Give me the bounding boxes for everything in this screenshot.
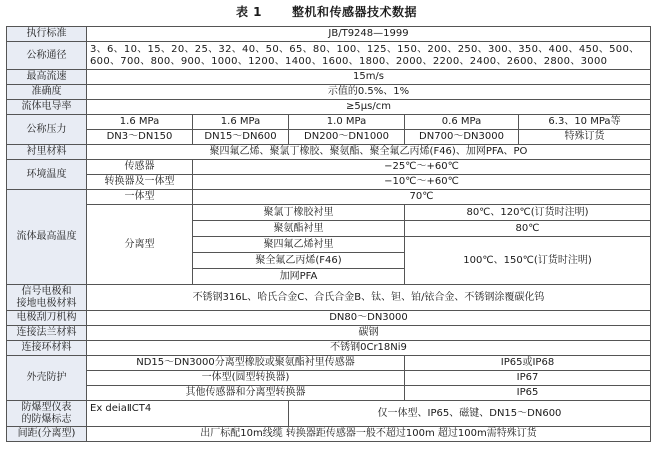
fluid-lining-1: 聚氯丁橡胶衬里 xyxy=(193,205,405,221)
label-max-velocity: 最高流速 xyxy=(7,70,87,85)
value-ambient-converter: −10℃～+60℃ xyxy=(193,175,651,190)
pressure-range-1: DN3～DN150 xyxy=(87,130,193,145)
row-max-velocity xyxy=(7,70,651,85)
label-explosion-line-1: 防爆型仪表 xyxy=(21,402,72,414)
value-conductivity: ≥5μs/cm xyxy=(87,100,651,115)
value-max-velocity: 15m/s xyxy=(87,70,651,85)
explosion-mark: Ex deiaⅡCT4 xyxy=(87,401,289,427)
row-ground-ring xyxy=(7,341,651,356)
row-pressure-ranges xyxy=(7,130,651,145)
enclosure-value-2: IP67 xyxy=(405,371,651,386)
label-ambient-temp: 环境温度 xyxy=(7,160,87,190)
label-explosion xyxy=(7,401,87,427)
enclosure-desc-2: 一体型(圆型转换器) xyxy=(87,371,405,386)
enclosure-desc-3: 其他传感器和分离型转换器 xyxy=(87,386,405,401)
pressure-range-4: DN700～DN3000 xyxy=(405,130,519,145)
label-enclosure: 外壳防护 xyxy=(7,356,87,401)
fluid-temp-a: 80℃、120℃(订货时注明) xyxy=(405,205,651,221)
pressure-2: 1.6 MPa xyxy=(193,115,289,130)
value-accuracy: 示值的0.5%、1% xyxy=(87,85,651,100)
label-lining: 衬里材料 xyxy=(7,145,87,160)
label-fluid-temp: 流体最高温度 xyxy=(7,190,87,285)
fluid-lining-5: 加网PFA xyxy=(193,269,405,285)
label-nominal-diameter: 公称通径 xyxy=(7,42,87,70)
pressure-range-5: 特殊订货 xyxy=(519,130,651,145)
explosion-value: 仅一体型、IP65、磁键、DN15～DN600 xyxy=(289,401,651,427)
value-lining: 聚四氟乙烯、聚氯丁橡胶、聚氨酯、聚全氟乙丙烯(F46)、加网PFA、PO xyxy=(87,145,651,160)
pressure-1: 1.6 MPa xyxy=(87,115,193,130)
value-nominal-diameter xyxy=(87,42,651,70)
enclosure-desc-1: ND15～DN3000分离型橡胶或聚氨酯衬里传感器 xyxy=(87,356,405,371)
row-explosion xyxy=(7,401,651,427)
table-number: 表 1 xyxy=(235,5,262,19)
row-lining xyxy=(7,145,651,160)
label-nominal-pressure: 公称压力 xyxy=(7,115,87,145)
row-conductivity xyxy=(7,100,651,115)
pressure-3: 1.0 MPa xyxy=(289,115,405,130)
pressure-range-2: DN15～DN600 xyxy=(193,130,289,145)
fluid-lining-2: 聚氨酯衬里 xyxy=(193,221,405,237)
technical-data-table xyxy=(6,26,651,442)
pressure-5: 6.3、10 MPa等 xyxy=(519,115,651,130)
row-accuracy xyxy=(7,85,651,100)
value-flange: 碳钢 xyxy=(87,326,651,341)
enclosure-value-1: IP65或IP68 xyxy=(405,356,651,371)
label-ambient-sensor: 传感器 xyxy=(87,160,193,175)
row-enclosure-3 xyxy=(7,386,651,401)
value-scraper: DN80～DN3000 xyxy=(87,311,651,326)
label-fluid-integrated: 一体型 xyxy=(87,190,193,205)
pressure-4: 0.6 MPa xyxy=(405,115,519,130)
diameter-line-2: 600、700、800、900、1000、1200、1400、1600、1800、2000、2200、2400、2600、2800、3000 xyxy=(90,55,608,67)
row-electrode xyxy=(7,285,651,311)
table-caption: 整机和传感器技术数据 xyxy=(292,5,418,19)
fluid-lining-3: 聚四氟乙烯衬里 xyxy=(193,237,405,253)
row-flange xyxy=(7,326,651,341)
row-enclosure-2 xyxy=(7,371,651,386)
row-fluid-integrated xyxy=(7,190,651,205)
row-ambient-sensor xyxy=(7,160,651,175)
enclosure-value-3: IP65 xyxy=(405,386,651,401)
row-nominal-pressure xyxy=(7,115,651,130)
label-scraper: 电极刮刀机构 xyxy=(7,311,87,326)
label-electrode-line-2: 接地电极材料 xyxy=(16,297,77,309)
label-ground-ring: 连接环材料 xyxy=(7,341,87,356)
label-fluid-separate: 分离型 xyxy=(87,205,193,285)
fluid-temp-b: 80℃ xyxy=(405,221,651,237)
label-electrode xyxy=(7,285,87,311)
row-fluid-lining-1 xyxy=(7,205,651,221)
row-standard xyxy=(7,27,651,42)
row-spacing xyxy=(7,427,651,442)
value-fluid-integrated: 70℃ xyxy=(193,190,651,205)
value-ground-ring: 不锈钢0Cr18Ni9 xyxy=(87,341,651,356)
value-spacing: 出厂标配10m线缆 转换器距传感器一般不超过100m 超过100m需特殊订货 xyxy=(87,427,651,442)
label-accuracy: 准确度 xyxy=(7,85,87,100)
label-ambient-converter: 转换器及一体型 xyxy=(87,175,193,190)
label-electrode-line-1: 信号电极和 xyxy=(21,286,72,298)
fluid-temp-c: 100℃、150℃(订货时注明) xyxy=(405,237,651,285)
value-ambient-sensor: −25℃～+60℃ xyxy=(193,160,651,175)
fluid-lining-4: 聚全氟乙丙烯(F46) xyxy=(193,253,405,269)
row-enclosure-1 xyxy=(7,356,651,371)
label-conductivity: 流体电导率 xyxy=(7,100,87,115)
value-standard: JB/T9248—1999 xyxy=(87,27,651,42)
row-scraper xyxy=(7,311,651,326)
label-flange: 连接法兰材料 xyxy=(7,326,87,341)
row-ambient-converter xyxy=(7,175,651,190)
table-title xyxy=(0,3,653,20)
label-explosion-line-2: 的防爆标志 xyxy=(21,413,72,425)
label-spacing: 间距(分离型) xyxy=(7,427,87,442)
value-electrode: 不锈钢316L、哈氏合金C、合氏合金B、钛、钽、铂/铱合金、不锈钢涂覆碳化钨 xyxy=(87,285,651,311)
label-standard: 执行标准 xyxy=(7,27,87,42)
diameter-line-1: 3、6、10、15、20、25、32、40、50、65、80、100、125、150、200、250、300、350、400、450、500、 xyxy=(90,44,640,56)
row-nominal-diameter xyxy=(7,42,651,70)
pressure-range-3: DN200～DN1000 xyxy=(289,130,405,145)
